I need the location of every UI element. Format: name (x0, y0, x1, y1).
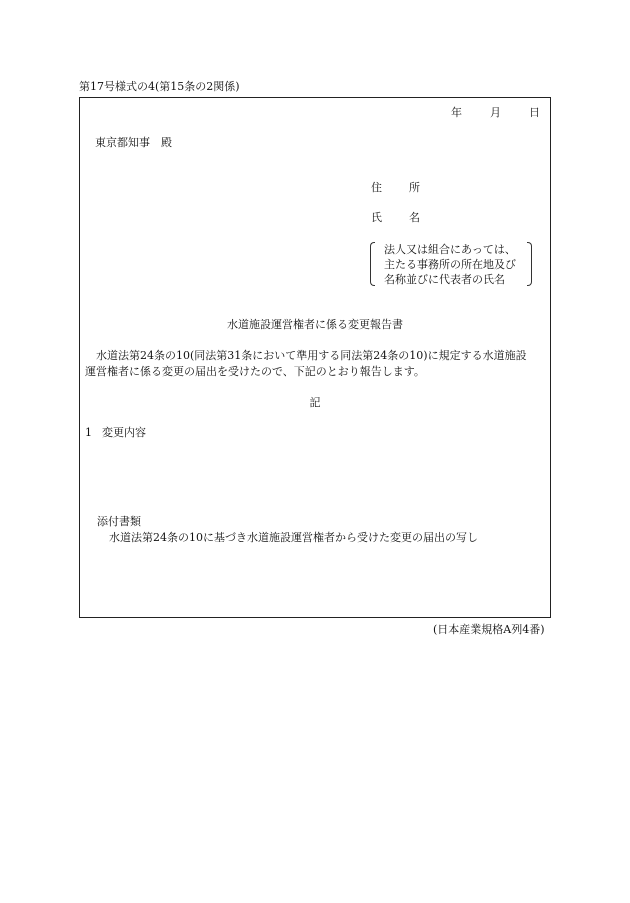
corporation-note (370, 241, 532, 289)
date-year-label: 年 (451, 106, 462, 119)
body-line: 水道法第24条の10(同法第31条において準用する同法第24条の10)に規定する水道施設 (85, 349, 527, 362)
corp-note-line: 法人又は組合にあっては、 (384, 243, 516, 256)
item-label: 変更内容 (102, 426, 146, 439)
addressee: 東京都知事 殿 (95, 136, 172, 149)
attachments-title: 添付書類 (97, 515, 141, 528)
paper-standard-note: (日本産業規格A列4番) (433, 623, 545, 636)
address-label-char-1: 住 (371, 181, 382, 194)
body-text (85, 348, 545, 380)
address-label-char-2: 所 (409, 181, 420, 194)
date-row (451, 106, 540, 120)
item-number: 1 (85, 426, 92, 439)
corp-note-line: 名称並びに代表者の氏名 (384, 273, 505, 286)
address-label (371, 181, 420, 195)
left-bracket (370, 242, 375, 286)
attachments-line: 水道法第24条の10に基づき水道施設運営権者から受けた変更の届出の写し (109, 531, 478, 544)
name-label-char-2: 名 (409, 211, 420, 224)
right-bracket (527, 242, 532, 286)
name-label-char-1: 氏 (371, 211, 382, 224)
form-number: 第17号様式の4(第15条の2関係) (79, 80, 240, 93)
corp-note-line: 主たる事務所の所在地及び (384, 258, 516, 271)
date-month-label: 月 (490, 106, 501, 119)
body-line: 運営権者に係る変更の届出を受けたので、下記のとおり報告します。 (85, 365, 425, 378)
date-day-label: 日 (529, 106, 540, 119)
ki-heading: 記 (309, 396, 321, 409)
document-title: 水道施設運営権者に係る変更報告書 (227, 318, 403, 331)
name-label (371, 211, 420, 225)
item-change-content (85, 426, 146, 440)
